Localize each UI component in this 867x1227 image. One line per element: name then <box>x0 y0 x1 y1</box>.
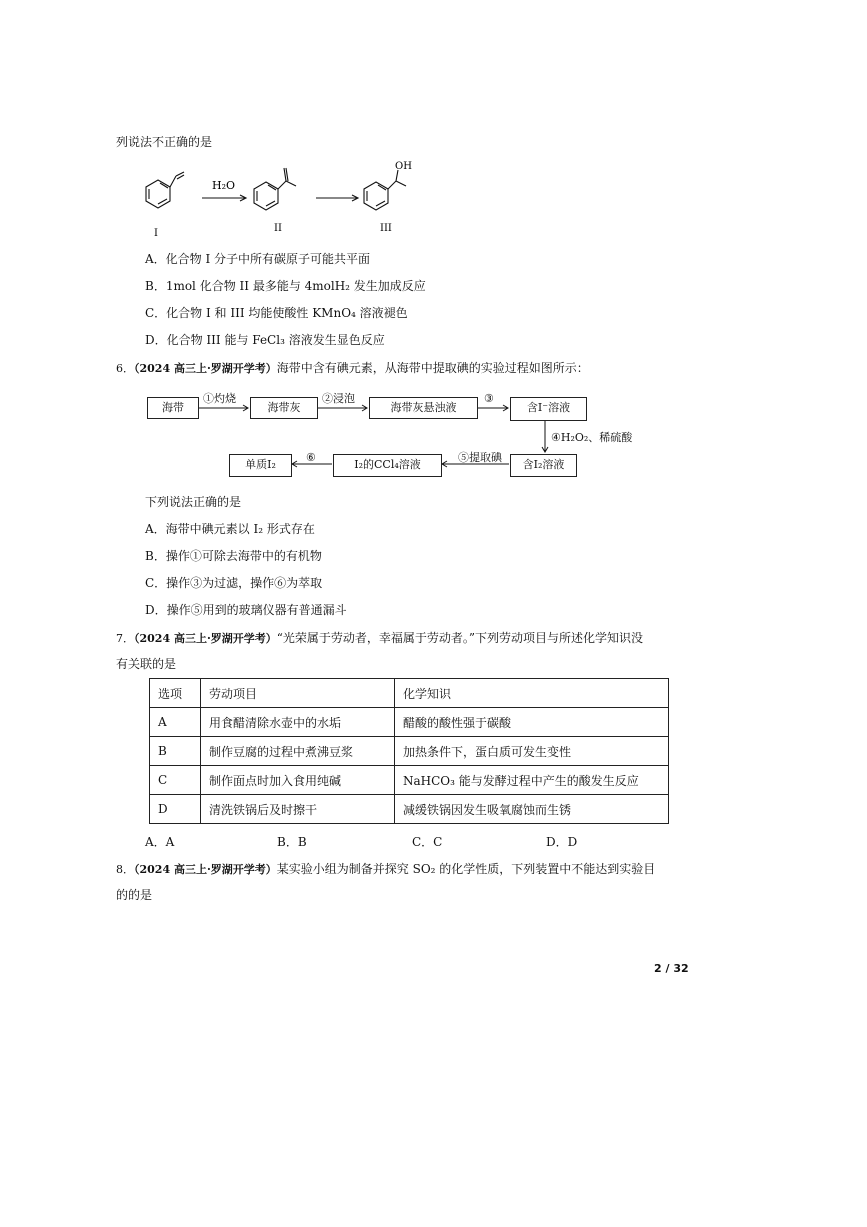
q6-flow-arrows <box>0 0 867 500</box>
q8-number: 8． <box>116 863 134 876</box>
table-row <box>150 766 669 795</box>
q8-header <box>116 861 655 878</box>
flow-step-5: ⑤提取碘 <box>458 451 502 464</box>
q6-option-c: C．操作③为过滤，操作⑥为萃取 <box>145 576 323 590</box>
q6-stem: 海带中含有碘元素，从海带中提取碘的实验过程如图所示： <box>276 361 589 375</box>
q7-header <box>116 630 643 647</box>
q5-stem-tail: 列说法不正确的是 <box>116 135 213 149</box>
compound-label-ii: II <box>274 223 282 234</box>
table-cell: 用食醋清除水壶中的水垢 <box>201 708 395 737</box>
q6-option-d: D．操作⑤用到的玻璃仪器有普通漏斗 <box>145 603 347 617</box>
q7-source: （2024 高三上·罗湖开学考） <box>134 632 277 645</box>
q7-stem-line1: “光荣属于劳动者，幸福属于劳动者。”下列劳动项目与所述化学知识没 <box>276 631 644 645</box>
oh-label: OH <box>395 161 412 172</box>
table-cell: 制作面点时加入食用纯碱 <box>201 766 395 795</box>
q8-stem-line1: 某实验小组为制备并探究 SO₂ 的化学性质，下列装置中不能达到实验目 <box>276 862 656 876</box>
q7-answer-c: C．C <box>412 835 443 849</box>
flow-box-iodide-solution: 含I⁻溶液 <box>510 397 587 421</box>
table-header-row <box>150 679 669 708</box>
flow-step-3: ③ <box>484 392 494 405</box>
flow-step-6: ⑥ <box>306 451 316 464</box>
reagent-label: H₂O <box>212 179 236 192</box>
flow-box-seaweed-ash: 海带灰 <box>250 397 318 419</box>
table-cell: 加热条件下，蛋白质可发生变性 <box>395 737 669 766</box>
table-row <box>150 737 669 766</box>
flow-box-elemental-iodine: 单质I₂ <box>229 454 292 477</box>
flow-box-ash-suspension: 海带灰悬浊液 <box>369 397 478 419</box>
q5-option-b: B．1mol 化合物 II 最多能与 4molH₂ 发生加成反应 <box>145 279 426 293</box>
flow-step-1: ①灼烧 <box>203 392 236 405</box>
table-cell: 醋酸的酸性强于碳酸 <box>395 708 669 737</box>
q7-answer-b: B．B <box>277 835 307 849</box>
q5-option-c: C．化合物 I 和 III 均能使酸性 KMnO₄ 溶液褪色 <box>145 306 408 320</box>
flow-box-iodine-solution: 含I₂溶液 <box>510 454 577 477</box>
table-cell: 制作豆腐的过程中煮沸豆浆 <box>201 737 395 766</box>
q6-number: 6． <box>116 362 134 375</box>
table-cell: 减缓铁锅因发生吸氧腐蚀而生锈 <box>395 795 669 824</box>
flow-step-4: ④H₂O₂、稀硫酸 <box>551 431 633 444</box>
flow-box-iodine-ccl4: I₂的CCl₄溶液 <box>333 454 442 477</box>
flow-box-seaweed: 海带 <box>147 397 199 419</box>
table-row <box>150 795 669 824</box>
table-cell: A <box>150 708 201 737</box>
table-cell: 清洗铁锅后及时擦干 <box>201 795 395 824</box>
flow-step-2: ②浸泡 <box>322 392 355 405</box>
table-cell: D <box>150 795 201 824</box>
table-cell: NaHCO₃ 能与发酵过程中产生的酸发生反应 <box>395 766 669 795</box>
q8-source: （2024 高三上·罗湖开学考） <box>134 863 277 876</box>
q7-answer-d: D．D <box>546 835 578 849</box>
compound-label-iii: III <box>380 223 392 234</box>
q7-stem-line2: 有关联的是 <box>116 657 177 671</box>
q8-stem-line2: 的的是 <box>116 888 153 902</box>
table-cell: B <box>150 737 201 766</box>
table-cell: C <box>150 766 201 795</box>
table-header-cell: 化学知识 <box>395 679 669 708</box>
q6-option-a: A．海带中碘元素以 I₂ 形式存在 <box>145 522 315 536</box>
q7-number: 7． <box>116 632 134 645</box>
q7-answer-a: A．A <box>145 835 175 849</box>
q5-option-a: A．化合物 I 分子中所有碳原子可能共平面 <box>145 252 371 266</box>
table-header-cell: 选项 <box>150 679 201 708</box>
q5-option-d: D．化合物 III 能与 FeCl₃ 溶液发生显色反应 <box>145 333 385 347</box>
q7-table <box>149 678 669 824</box>
table-header-cell: 劳动项目 <box>201 679 395 708</box>
table-row <box>150 708 669 737</box>
q6-option-b: B．操作①可除去海带中的有机物 <box>145 549 322 563</box>
compound-label-i: I <box>154 228 158 239</box>
q6-source: （2024 高三上·罗湖开学考） <box>134 362 277 375</box>
page-number: 2 / 32 <box>654 962 689 975</box>
q6-question: 下列说法正确的是 <box>145 495 242 509</box>
